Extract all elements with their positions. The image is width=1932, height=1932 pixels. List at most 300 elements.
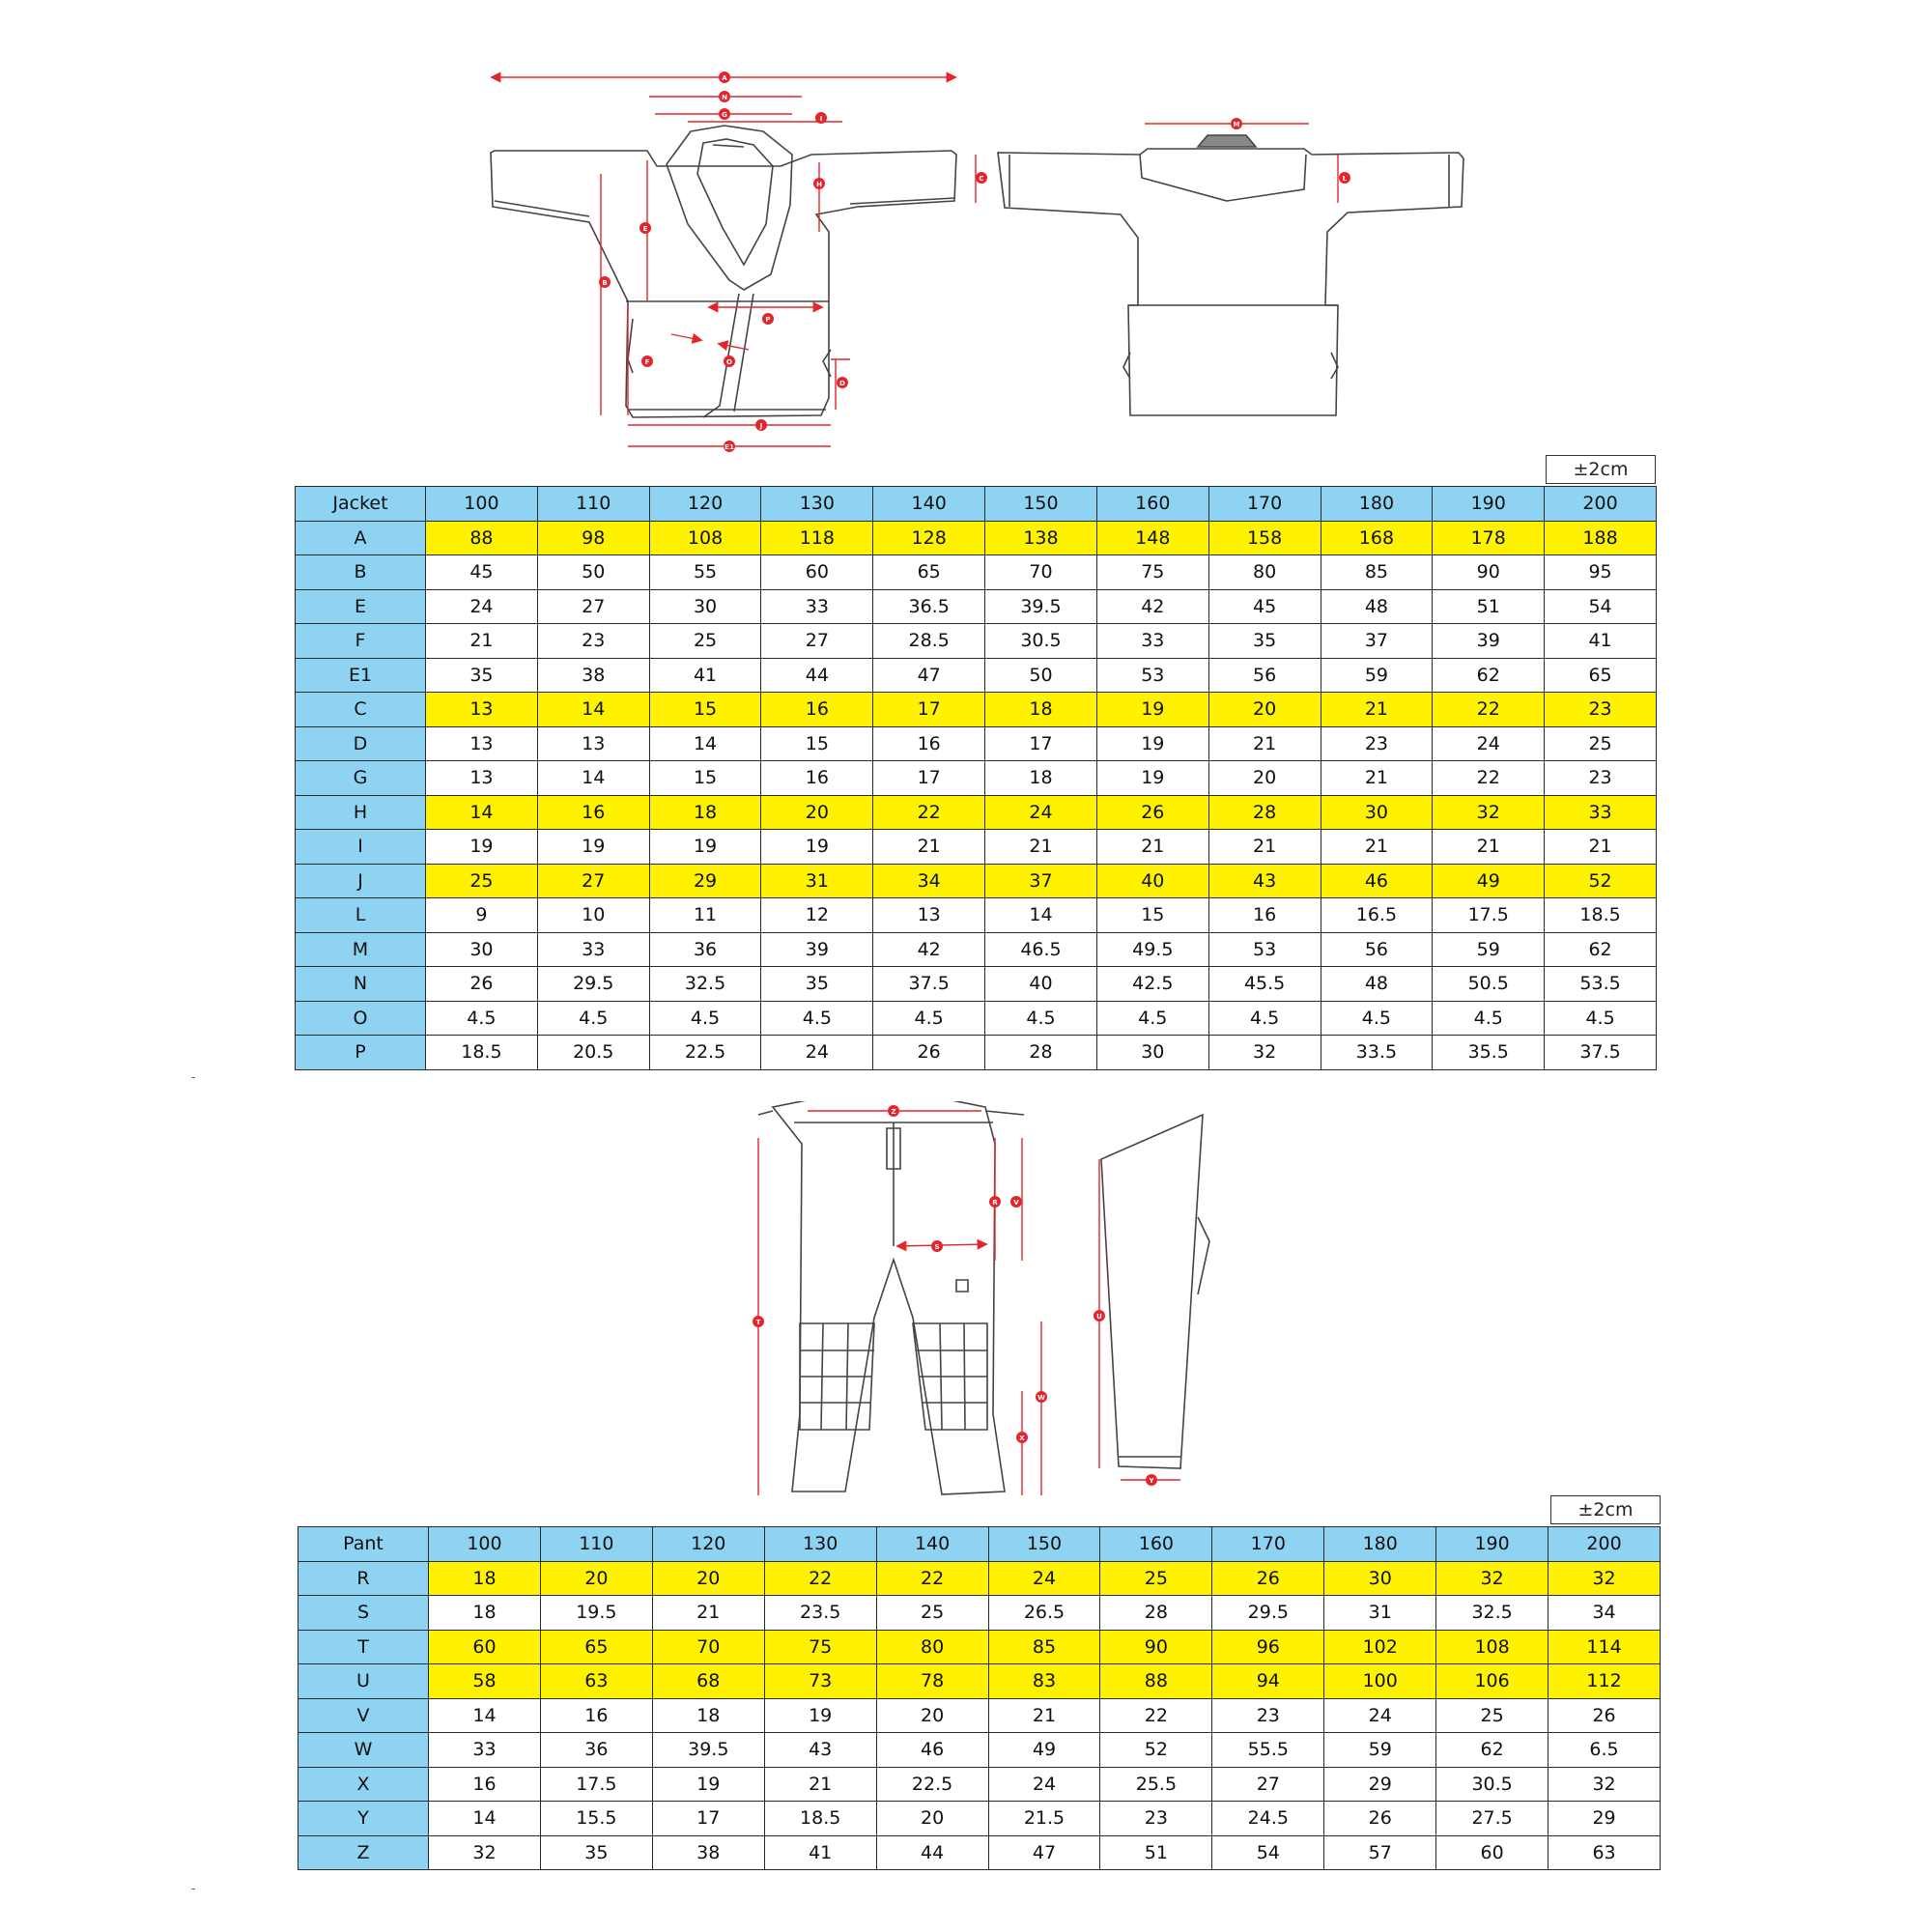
measurement-cell: 10 bbox=[537, 898, 649, 933]
table-row bbox=[298, 1664, 1661, 1699]
measurement-cell: 60 bbox=[429, 1630, 541, 1664]
row-label-cell: M bbox=[296, 932, 426, 967]
size-header-cell: 130 bbox=[764, 1527, 876, 1562]
measurement-cell: 21 bbox=[1321, 693, 1433, 727]
measurement-cell: 32.5 bbox=[1436, 1596, 1548, 1631]
jacket-back-outline bbox=[998, 135, 1463, 415]
measurement-cell: 30 bbox=[426, 932, 538, 967]
measurement-cell: 30.5 bbox=[985, 624, 1097, 659]
svg-text:E: E bbox=[642, 225, 648, 233]
row-label-cell: S bbox=[298, 1596, 429, 1631]
measurement-cell: 54 bbox=[1212, 1835, 1324, 1870]
row-label-cell: H bbox=[296, 795, 426, 830]
measurement-cell: 88 bbox=[426, 521, 538, 555]
measurement-cell: 65 bbox=[540, 1630, 652, 1664]
measurement-cell: 42 bbox=[1096, 589, 1208, 624]
measurement-cell: 19 bbox=[1096, 761, 1208, 796]
measurement-cell: 14 bbox=[429, 1802, 541, 1836]
table-row bbox=[296, 898, 1657, 933]
jacket-dimension-bubbles bbox=[599, 71, 1350, 452]
measurement-cell: 44 bbox=[761, 658, 873, 693]
measurement-cell: 188 bbox=[1545, 521, 1657, 555]
measurement-cell: 83 bbox=[988, 1664, 1100, 1699]
row-label-cell: E bbox=[296, 589, 426, 624]
row-label-cell: E1 bbox=[296, 658, 426, 693]
measurement-cell: 65 bbox=[873, 555, 985, 590]
measurement-cell: 22 bbox=[764, 1561, 876, 1596]
table-row bbox=[298, 1802, 1661, 1836]
measurement-cell: 4.5 bbox=[1321, 1001, 1433, 1036]
measurement-cell: 4.5 bbox=[873, 1001, 985, 1036]
measurement-cell: 20 bbox=[652, 1561, 764, 1596]
measurement-cell: 9 bbox=[426, 898, 538, 933]
measurement-cell: 40 bbox=[1096, 864, 1208, 898]
measurement-cell: 32 bbox=[1433, 795, 1545, 830]
row-label-cell: G bbox=[296, 761, 426, 796]
size-header-cell: 150 bbox=[988, 1527, 1100, 1562]
measurement-cell: 48 bbox=[1321, 589, 1433, 624]
measurement-cell: 70 bbox=[652, 1630, 764, 1664]
table-row bbox=[298, 1767, 1661, 1802]
measurement-cell: 22.5 bbox=[876, 1767, 988, 1802]
svg-text:I: I bbox=[819, 115, 823, 123]
measurement-cell: 20 bbox=[761, 795, 873, 830]
row-label-cell: N bbox=[296, 967, 426, 1002]
table-row bbox=[296, 967, 1657, 1002]
measurement-cell: 30 bbox=[1321, 795, 1433, 830]
table-row bbox=[298, 1733, 1661, 1768]
svg-text:U: U bbox=[1096, 1313, 1102, 1321]
measurement-cell: 23 bbox=[1545, 693, 1657, 727]
measurement-cell: 22 bbox=[1433, 693, 1545, 727]
measurement-cell: 23 bbox=[1545, 761, 1657, 796]
measurement-cell: 14 bbox=[537, 761, 649, 796]
measurement-cell: 148 bbox=[1096, 521, 1208, 555]
svg-text:C: C bbox=[979, 175, 984, 183]
dim-bubble-G bbox=[719, 108, 730, 120]
measurement-cell: 32 bbox=[1436, 1561, 1548, 1596]
measurement-cell: 62 bbox=[1433, 658, 1545, 693]
size-header-cell: 150 bbox=[985, 487, 1097, 522]
measurement-cell: 23 bbox=[1212, 1698, 1324, 1733]
measurement-cell: 20 bbox=[876, 1802, 988, 1836]
measurement-cell: 14 bbox=[649, 726, 761, 761]
size-header-cell: 110 bbox=[540, 1527, 652, 1562]
measurement-cell: 25 bbox=[1545, 726, 1657, 761]
measurement-cell: 24 bbox=[1324, 1698, 1436, 1733]
table-header-label: Pant bbox=[298, 1527, 429, 1562]
measurement-cell: 26 bbox=[873, 1036, 985, 1070]
measurement-cell: 54 bbox=[1545, 589, 1657, 624]
jacket-front-outline bbox=[491, 126, 956, 417]
measurement-cell: 36 bbox=[649, 932, 761, 967]
table-row bbox=[296, 693, 1657, 727]
measurement-cell: 22 bbox=[876, 1561, 988, 1596]
measurement-cell: 4.5 bbox=[1433, 1001, 1545, 1036]
measurement-cell: 35 bbox=[540, 1835, 652, 1870]
measurement-cell: 32 bbox=[1548, 1561, 1661, 1596]
jacket-dimension-lines bbox=[493, 77, 1338, 446]
measurement-cell: 48 bbox=[1321, 967, 1433, 1002]
measurement-cell: 27.5 bbox=[1436, 1802, 1548, 1836]
dim-bubble-C bbox=[976, 172, 987, 184]
svg-text:L: L bbox=[1342, 175, 1348, 183]
dim-bubble-E bbox=[639, 222, 651, 234]
table-header-row bbox=[298, 1527, 1661, 1562]
size-header-cell: 170 bbox=[1212, 1527, 1324, 1562]
measurement-cell: 37 bbox=[1321, 624, 1433, 659]
svg-text:J: J bbox=[759, 422, 763, 430]
measurement-cell: 49 bbox=[1433, 864, 1545, 898]
dim-bubble-F bbox=[641, 355, 653, 367]
measurement-cell: 32 bbox=[1208, 1036, 1321, 1070]
measurement-cell: 52 bbox=[1100, 1733, 1212, 1768]
dim-bubble-H bbox=[813, 178, 825, 189]
dim-bubble-S bbox=[931, 1240, 943, 1252]
measurement-cell: 95 bbox=[1545, 555, 1657, 590]
measurement-cell: 33 bbox=[537, 932, 649, 967]
svg-text:T: T bbox=[755, 1319, 761, 1326]
table-row bbox=[296, 589, 1657, 624]
measurement-cell: 32 bbox=[1548, 1767, 1661, 1802]
measurement-cell: 56 bbox=[1208, 658, 1321, 693]
measurement-cell: 42.5 bbox=[1096, 967, 1208, 1002]
measurement-cell: 15 bbox=[649, 761, 761, 796]
measurement-cell: 19 bbox=[1096, 693, 1208, 727]
measurement-cell: 106 bbox=[1436, 1664, 1548, 1699]
measurement-cell: 19 bbox=[761, 830, 873, 865]
measurement-cell: 13 bbox=[873, 898, 985, 933]
measurement-cell: 62 bbox=[1545, 932, 1657, 967]
measurement-cell: 68 bbox=[652, 1664, 764, 1699]
dim-bubble-R bbox=[989, 1196, 1001, 1208]
measurement-cell: 17 bbox=[985, 726, 1097, 761]
svg-text:P: P bbox=[765, 316, 771, 324]
measurement-cell: 27 bbox=[537, 589, 649, 624]
table-row bbox=[296, 795, 1657, 830]
measurement-cell: 15 bbox=[761, 726, 873, 761]
dim-bubble-L bbox=[1339, 172, 1350, 184]
svg-text:B: B bbox=[602, 279, 608, 287]
measurement-cell: 13 bbox=[537, 726, 649, 761]
measurement-cell: 18 bbox=[985, 761, 1097, 796]
measurement-cell: 12 bbox=[761, 898, 873, 933]
measurement-cell: 128 bbox=[873, 521, 985, 555]
measurement-cell: 63 bbox=[540, 1664, 652, 1699]
measurement-cell: 37.5 bbox=[1545, 1036, 1657, 1070]
measurement-cell: 21 bbox=[764, 1767, 876, 1802]
pant-dimension-bubbles bbox=[753, 1105, 1157, 1486]
measurement-cell: 51 bbox=[1100, 1835, 1212, 1870]
measurement-cell: 29.5 bbox=[1212, 1596, 1324, 1631]
row-label-cell: F bbox=[296, 624, 426, 659]
measurement-cell: 45 bbox=[426, 555, 538, 590]
measurement-cell: 16 bbox=[429, 1767, 541, 1802]
measurement-cell: 21 bbox=[1433, 830, 1545, 865]
dim-bubble-U bbox=[1094, 1310, 1105, 1321]
svg-text:D: D bbox=[839, 380, 845, 387]
row-label-cell: W bbox=[298, 1733, 429, 1768]
measurement-cell: 20 bbox=[540, 1561, 652, 1596]
row-label-cell: U bbox=[298, 1664, 429, 1699]
measurement-cell: 25 bbox=[1100, 1561, 1212, 1596]
measurement-cell: 90 bbox=[1433, 555, 1545, 590]
table-row bbox=[296, 624, 1657, 659]
measurement-cell: 4.5 bbox=[985, 1001, 1097, 1036]
measurement-cell: 53.5 bbox=[1545, 967, 1657, 1002]
measurement-cell: 24 bbox=[761, 1036, 873, 1070]
measurement-cell: 21 bbox=[988, 1698, 1100, 1733]
measurement-cell: 15 bbox=[1096, 898, 1208, 933]
table-header-row bbox=[296, 487, 1657, 522]
measurement-cell: 26 bbox=[1212, 1561, 1324, 1596]
measurement-cell: 14 bbox=[426, 795, 538, 830]
measurement-cell: 23 bbox=[537, 624, 649, 659]
table-row bbox=[298, 1698, 1661, 1733]
measurement-cell: 114 bbox=[1548, 1630, 1661, 1664]
measurement-cell: 33 bbox=[1545, 795, 1657, 830]
measurement-cell: 38 bbox=[537, 658, 649, 693]
measurement-cell: 36 bbox=[540, 1733, 652, 1768]
size-header-cell: 120 bbox=[649, 487, 761, 522]
measurement-cell: 23 bbox=[1321, 726, 1433, 761]
size-header-cell: 160 bbox=[1100, 1527, 1212, 1562]
measurement-cell: 28 bbox=[985, 1036, 1097, 1070]
measurement-cell: 19 bbox=[652, 1767, 764, 1802]
measurement-cell: 32 bbox=[429, 1835, 541, 1870]
svg-text:X: X bbox=[1019, 1435, 1025, 1442]
measurement-cell: 53 bbox=[1096, 658, 1208, 693]
measurement-cell: 17 bbox=[873, 693, 985, 727]
table-row bbox=[296, 1036, 1657, 1070]
measurement-cell: 62 bbox=[1436, 1733, 1548, 1768]
measurement-cell: 24 bbox=[985, 795, 1097, 830]
measurement-cell: 29 bbox=[649, 864, 761, 898]
measurement-cell: 26 bbox=[1096, 795, 1208, 830]
measurement-cell: 27 bbox=[1212, 1767, 1324, 1802]
measurement-cell: 21 bbox=[873, 830, 985, 865]
measurement-cell: 38 bbox=[652, 1835, 764, 1870]
measurement-cell: 50 bbox=[985, 658, 1097, 693]
measurement-cell: 45 bbox=[1208, 589, 1321, 624]
size-header-cell: 140 bbox=[876, 1527, 988, 1562]
measurement-cell: 11 bbox=[649, 898, 761, 933]
measurement-cell: 70 bbox=[985, 555, 1097, 590]
measurement-cell: 19 bbox=[1096, 726, 1208, 761]
svg-text:F: F bbox=[644, 358, 650, 366]
measurement-cell: 21 bbox=[1321, 830, 1433, 865]
measurement-cell: 18 bbox=[649, 795, 761, 830]
measurement-cell: 60 bbox=[1436, 1835, 1548, 1870]
measurement-cell: 43 bbox=[1208, 864, 1321, 898]
measurement-cell: 21 bbox=[652, 1596, 764, 1631]
measurement-cell: 21 bbox=[1208, 726, 1321, 761]
jacket-tolerance-label: ±2cm bbox=[1546, 455, 1656, 484]
measurement-cell: 34 bbox=[873, 864, 985, 898]
measurement-cell: 18 bbox=[985, 693, 1097, 727]
measurement-cell: 75 bbox=[1096, 555, 1208, 590]
svg-text:G: G bbox=[722, 111, 727, 119]
measurement-cell: 90 bbox=[1100, 1630, 1212, 1664]
measurement-cell: 39 bbox=[1433, 624, 1545, 659]
measurement-cell: 21.5 bbox=[988, 1802, 1100, 1836]
measurement-cell: 14 bbox=[429, 1698, 541, 1733]
svg-text:W: W bbox=[1037, 1394, 1045, 1402]
svg-text:E1: E1 bbox=[724, 443, 734, 451]
dim-bubble-Z bbox=[888, 1105, 899, 1117]
measurement-cell: 22.5 bbox=[649, 1036, 761, 1070]
measurement-cell: 18.5 bbox=[764, 1802, 876, 1836]
size-header-cell: 100 bbox=[426, 487, 538, 522]
table-row bbox=[296, 658, 1657, 693]
measurement-cell: 59 bbox=[1433, 932, 1545, 967]
measurement-cell: 59 bbox=[1321, 658, 1433, 693]
pant-front-outline bbox=[755, 1101, 1024, 1494]
measurement-cell: 118 bbox=[761, 521, 873, 555]
measurement-cell: 24 bbox=[426, 589, 538, 624]
measurement-cell: 20.5 bbox=[537, 1036, 649, 1070]
jacket-size-table bbox=[295, 486, 1657, 1070]
measurement-cell: 18 bbox=[652, 1698, 764, 1733]
svg-text:A: A bbox=[722, 74, 727, 82]
separator-dash: - bbox=[191, 1070, 196, 1084]
measurement-cell: 23 bbox=[1100, 1802, 1212, 1836]
measurement-cell: 47 bbox=[873, 658, 985, 693]
measurement-cell: 56 bbox=[1321, 932, 1433, 967]
measurement-cell: 21 bbox=[985, 830, 1097, 865]
measurement-cell: 112 bbox=[1548, 1664, 1661, 1699]
measurement-cell: 33.5 bbox=[1321, 1036, 1433, 1070]
measurement-cell: 59 bbox=[1324, 1733, 1436, 1768]
measurement-cell: 49 bbox=[988, 1733, 1100, 1768]
svg-text:R: R bbox=[992, 1199, 998, 1207]
row-label-cell: Z bbox=[298, 1835, 429, 1870]
measurement-cell: 18 bbox=[429, 1596, 541, 1631]
measurement-cell: 63 bbox=[1548, 1835, 1661, 1870]
measurement-cell: 18.5 bbox=[1545, 898, 1657, 933]
measurement-cell: 17 bbox=[652, 1802, 764, 1836]
measurement-cell: 21 bbox=[1321, 761, 1433, 796]
measurement-cell: 43 bbox=[764, 1733, 876, 1768]
row-label-cell: Y bbox=[298, 1802, 429, 1836]
size-header-cell: 110 bbox=[537, 487, 649, 522]
svg-text:M: M bbox=[1233, 121, 1240, 128]
measurement-cell: 29.5 bbox=[537, 967, 649, 1002]
measurement-cell: 34 bbox=[1548, 1596, 1661, 1631]
measurement-cell: 51 bbox=[1433, 589, 1545, 624]
dim-bubble-E1 bbox=[724, 440, 735, 452]
measurement-cell: 19 bbox=[426, 830, 538, 865]
svg-text:O: O bbox=[726, 358, 732, 366]
measurement-cell: 100 bbox=[1324, 1664, 1436, 1699]
measurement-cell: 21 bbox=[1208, 830, 1321, 865]
pant-diagram bbox=[0, 1101, 1932, 1507]
measurement-cell: 26 bbox=[1324, 1802, 1436, 1836]
measurement-cell: 15 bbox=[649, 693, 761, 727]
measurement-cell: 26 bbox=[426, 967, 538, 1002]
measurement-cell: 25.5 bbox=[1100, 1767, 1212, 1802]
measurement-cell: 4.5 bbox=[649, 1001, 761, 1036]
measurement-cell: 21 bbox=[1096, 830, 1208, 865]
measurement-cell: 22 bbox=[873, 795, 985, 830]
measurement-cell: 60 bbox=[761, 555, 873, 590]
row-label-cell: V bbox=[298, 1698, 429, 1733]
measurement-cell: 4.5 bbox=[1096, 1001, 1208, 1036]
measurement-cell: 28 bbox=[1100, 1596, 1212, 1631]
measurement-cell: 19 bbox=[537, 830, 649, 865]
measurement-cell: 78 bbox=[876, 1664, 988, 1699]
measurement-cell: 41 bbox=[1545, 624, 1657, 659]
measurement-cell: 37 bbox=[985, 864, 1097, 898]
measurement-cell: 47 bbox=[988, 1835, 1100, 1870]
measurement-cell: 30 bbox=[1324, 1561, 1436, 1596]
measurement-cell: 46 bbox=[876, 1733, 988, 1768]
measurement-cell: 28.5 bbox=[873, 624, 985, 659]
table-row bbox=[296, 830, 1657, 865]
table-row bbox=[296, 864, 1657, 898]
measurement-cell: 73 bbox=[764, 1664, 876, 1699]
table-row bbox=[296, 726, 1657, 761]
measurement-cell: 42 bbox=[873, 932, 985, 967]
measurement-cell: 85 bbox=[1321, 555, 1433, 590]
row-label-cell: X bbox=[298, 1767, 429, 1802]
measurement-cell: 4.5 bbox=[426, 1001, 538, 1036]
measurement-cell: 16.5 bbox=[1321, 898, 1433, 933]
row-label-cell: D bbox=[296, 726, 426, 761]
measurement-cell: 21 bbox=[1545, 830, 1657, 865]
row-label-cell: R bbox=[298, 1561, 429, 1596]
measurement-cell: 17.5 bbox=[1433, 898, 1545, 933]
row-label-cell: L bbox=[296, 898, 426, 933]
measurement-cell: 30.5 bbox=[1436, 1767, 1548, 1802]
pant-tolerance-label: ±2cm bbox=[1550, 1495, 1661, 1524]
measurement-cell: 20 bbox=[876, 1698, 988, 1733]
measurement-cell: 18.5 bbox=[426, 1036, 538, 1070]
measurement-cell: 58 bbox=[429, 1664, 541, 1699]
measurement-cell: 39.5 bbox=[652, 1733, 764, 1768]
measurement-cell: 27 bbox=[761, 624, 873, 659]
size-header-cell: 160 bbox=[1096, 487, 1208, 522]
measurement-cell: 55.5 bbox=[1212, 1733, 1324, 1768]
measurement-cell: 16 bbox=[873, 726, 985, 761]
measurement-cell: 23.5 bbox=[764, 1596, 876, 1631]
dim-bubble-D bbox=[837, 377, 848, 388]
measurement-cell: 32.5 bbox=[649, 967, 761, 1002]
measurement-cell: 41 bbox=[764, 1835, 876, 1870]
dim-bubble-P bbox=[762, 313, 774, 325]
measurement-cell: 75 bbox=[764, 1630, 876, 1664]
measurement-cell: 24 bbox=[988, 1767, 1100, 1802]
measurement-cell: 36.5 bbox=[873, 589, 985, 624]
measurement-cell: 96 bbox=[1212, 1630, 1324, 1664]
measurement-cell: 44 bbox=[876, 1835, 988, 1870]
measurement-cell: 85 bbox=[988, 1630, 1100, 1664]
measurement-cell: 33 bbox=[429, 1733, 541, 1768]
measurement-cell: 13 bbox=[426, 761, 538, 796]
svg-text:S: S bbox=[934, 1243, 940, 1251]
table-row bbox=[298, 1561, 1661, 1596]
measurement-cell: 108 bbox=[1436, 1630, 1548, 1664]
measurement-cell: 4.5 bbox=[1208, 1001, 1321, 1036]
dim-bubble-Y bbox=[1146, 1474, 1157, 1486]
table-row bbox=[298, 1835, 1661, 1870]
measurement-cell: 22 bbox=[1100, 1698, 1212, 1733]
pant-size-table bbox=[298, 1526, 1661, 1870]
measurement-cell: 25 bbox=[1436, 1698, 1548, 1733]
measurement-cell: 16 bbox=[1208, 898, 1321, 933]
measurement-cell: 21 bbox=[426, 624, 538, 659]
measurement-cell: 4.5 bbox=[1545, 1001, 1657, 1036]
